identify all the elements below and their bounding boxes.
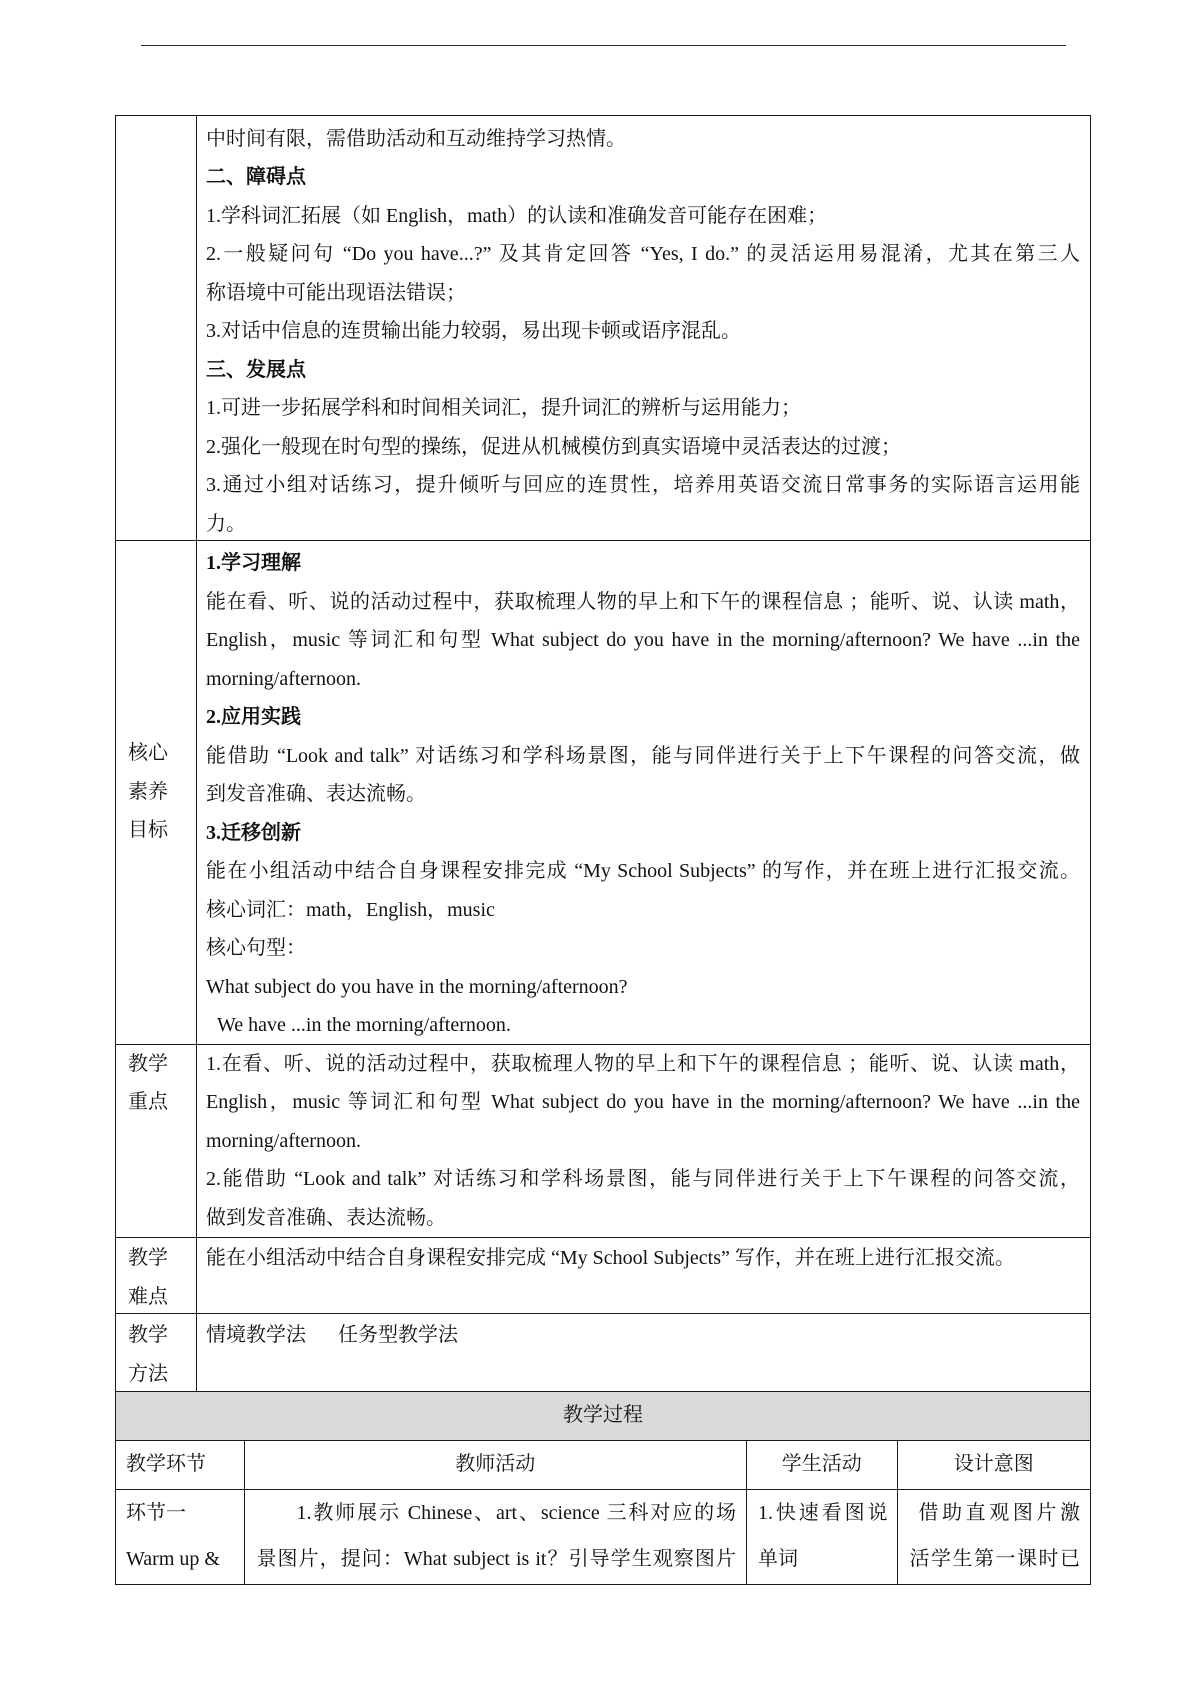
teaching-difficulty-cell [196,1237,1090,1313]
column-header: 设计意图 [953,1452,1034,1475]
section-heading: 二、障碍点 [206,166,306,188]
row-label: 方法 [128,1362,168,1385]
text-line: 核心句型： [206,937,306,959]
text-line: 到发音准确、表达流畅。 [206,783,426,805]
core-goals-cell [196,540,1090,1044]
teaching-focus-cell [196,1044,1090,1238]
row-label: 目标 [128,819,168,842]
process-teacher-cell [244,1489,747,1585]
column-header: 学生活动 [781,1452,862,1475]
process-intent-cell [897,1489,1091,1585]
core-goals-label-cell [115,540,196,1044]
text-line: 单词 [758,1548,798,1571]
header-cell-intent [897,1440,1091,1489]
row-label: 重点 [128,1091,168,1113]
text-line: 1.快速看图说 [758,1501,888,1524]
text-line: 2.能借助 “Look and talk” 对话练习和学科场景图，能与同伴进行关于上下午课程的问答交流， [206,1168,1080,1190]
column-header: 教学环节 [126,1452,206,1475]
text-line: 能在小组活动中结合自身课程安排完成 “My School Subjects” 写作，并在班上进行汇报交流。 [206,1247,1015,1269]
process-title-cell [115,1391,1090,1440]
situation-analysis-cell [196,115,1090,540]
text-line: English，music 等词汇和句型 What subject do you have in the morning/afternoon? We have ...in the [206,1091,1080,1113]
text-line: 1.学科词汇拓展（如 English，math）的认读和准确发音可能存在困难； [206,204,828,227]
process-student-cell [746,1489,897,1585]
process-title: 教学过程 [563,1403,643,1426]
section-heading: 1.学习理解 [206,552,301,574]
text-line: 活学生第一课时已 [909,1548,1080,1571]
text-line: 1.可进一步拓展学科和时间相关词汇，提升词汇的辨析与运用能力； [206,397,801,419]
method-item: 任务型教学法 [338,1324,458,1346]
text-line: We have ...in the morning/afternoon. [217,1014,511,1036]
text-line: 借助直观图片激 [918,1501,1080,1524]
methods-line [206,1316,1080,1355]
text-line: What subject do you have in the morning/afternoon? [206,975,628,998]
row-label-cell [115,115,196,540]
text-line: 3.对话中信息的连贯输出能力较弱，易出现卡顿或语序混乱。 [206,320,741,342]
text-line: 能在小组活动中结合自身课程安排完成 “My School Subjects” 的写作，并在班上进行汇报交流。 [206,860,1080,882]
text-line: 景图片，提问：What subject is it？引导学生观察图片 [256,1548,736,1571]
process-stage-cell [115,1489,244,1585]
row-label: 难点 [128,1285,168,1308]
text-line: 环节一 [126,1501,186,1524]
header-rule [141,45,1066,46]
text-line: English，music 等词汇和句型 What subject do you have in the morning/afternoon? We have ...in the [206,629,1080,651]
row-label: 教学 [128,1052,168,1075]
text-line: 能借助 “Look and talk” 对话练习和学科场景图，能与同伴进行关于上下午课程的问答交流，做 [206,744,1080,767]
text-line: 称语境中可能出现语法错误； [206,281,466,304]
text-line: 1.教师展示 Chinese、art、science 三科对应的场 [296,1501,736,1524]
row-label: 核心 [128,742,168,765]
text-line: 3.通过小组对话练习，提升倾听与回应的连贯性，培养用英语交流日常事务的实际语言运用能 [206,474,1080,496]
teaching-methods-cell [196,1313,1090,1391]
row-label: 教学 [128,1247,168,1269]
text-line: morning/afternoon. [206,1129,361,1152]
text-line: morning/afternoon. [206,667,361,690]
header-cell-teacher [244,1440,747,1489]
text-line: 能在看、听、说的活动过程中，获取梳理人物的早上和下午的课程信息 ；能听、说、认读 math， [206,590,1080,613]
text-line: 1.在看、听、说的活动过程中，获取梳理人物的早上和下午的课程信息 ；能听、说、认读 math， [206,1052,1080,1075]
text-line: 力。 [206,512,246,535]
row-label: 素养 [128,780,168,803]
teaching-focus-label-cell [115,1044,196,1238]
lesson-plan-table [115,115,1091,1585]
section-heading: 3.迁移创新 [206,821,301,844]
text-line: 2.一般疑问句 “Do you have...?” 及其肯定回答 “Yes, I do.” 的灵活运用易混淆，尤其在第三人 [206,243,1080,265]
column-header: 教师活动 [455,1452,536,1475]
teaching-difficulty-label-cell [115,1237,196,1313]
row-label: 教学 [128,1324,168,1346]
text-line: Warm up & [126,1548,220,1571]
section-heading: 2.应用实践 [206,706,301,728]
text-line: 核心词汇：math，English，music [206,898,495,921]
method-item: 情境教学法 [206,1324,306,1346]
teaching-methods-label-cell [115,1313,196,1391]
text-line: 2.强化一般现在时句型的操练，促进从机械模仿到真实语境中灵活表达的过渡； [206,435,901,458]
section-heading: 三、发展点 [206,358,306,381]
text-line: 中时间有限，需借助活动和互动维持学习热情。 [206,127,626,150]
header-cell-student [746,1440,897,1489]
text-line: 做到发音准确、表达流畅。 [206,1206,446,1229]
header-cell-stage [115,1440,244,1489]
